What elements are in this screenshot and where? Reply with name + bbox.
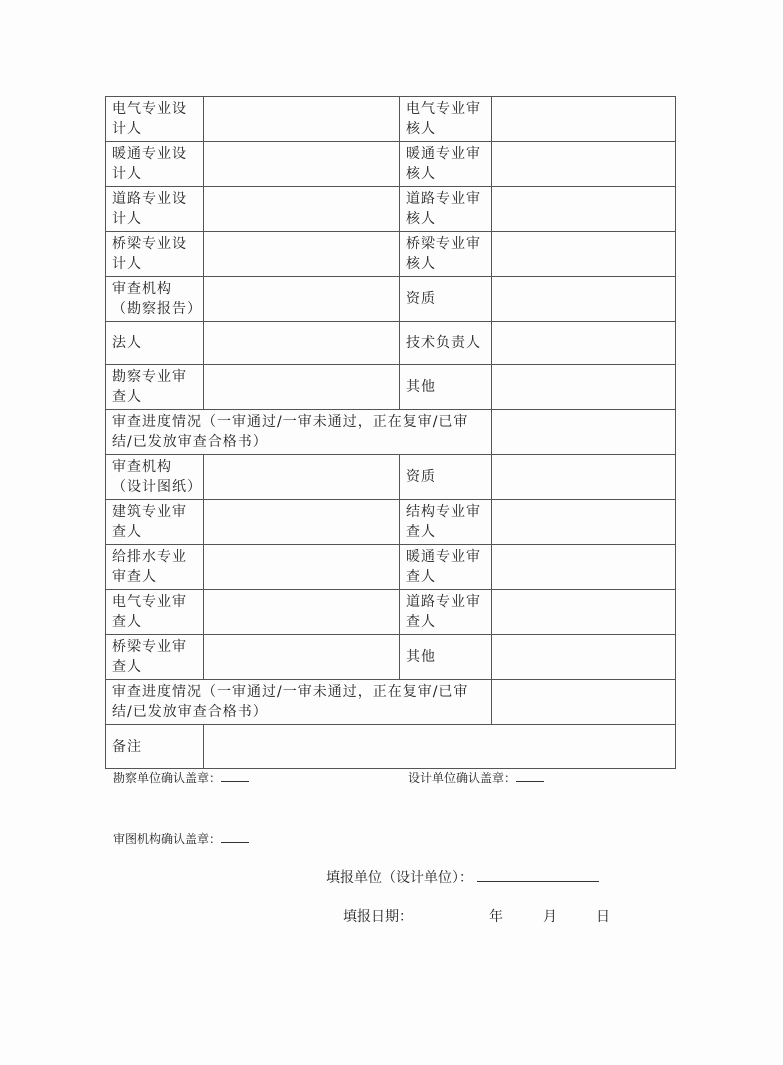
- field-label: 建筑专业审查人: [106, 500, 204, 545]
- field-label: 暖通专业设计人: [106, 142, 204, 187]
- field-label: 备注: [106, 725, 204, 769]
- field-label: 资质: [400, 277, 492, 322]
- field-value[interactable]: [204, 322, 400, 365]
- field-label: 电气专业审核人: [400, 97, 492, 142]
- field-value[interactable]: [204, 500, 400, 545]
- month-label: 月: [543, 909, 557, 925]
- field-value[interactable]: [204, 97, 400, 142]
- fill-unit-blank[interactable]: [477, 867, 599, 882]
- field-label: 道路专业审核人: [400, 187, 492, 232]
- field-label: 道路专业审查人: [400, 590, 492, 635]
- field-label: 暖通专业审查人: [400, 545, 492, 590]
- field-label: 给排水专业审查人: [106, 545, 204, 590]
- field-label: 审查机构（勘察报告）: [106, 277, 204, 322]
- field-value[interactable]: [492, 455, 676, 500]
- field-value[interactable]: [492, 545, 676, 590]
- review-info-table: [105, 96, 676, 769]
- survey-seal-line: [113, 769, 249, 786]
- table-row: [106, 277, 676, 322]
- field-label: 其他: [400, 365, 492, 410]
- table-row: [106, 232, 676, 277]
- review-info-table-body: [106, 97, 676, 769]
- field-value[interactable]: [204, 277, 400, 322]
- table-row: [106, 500, 676, 545]
- table-row: [106, 635, 676, 680]
- field-value[interactable]: [204, 635, 400, 680]
- field-label: 结构专业审查人: [400, 500, 492, 545]
- fill-unit-line: [326, 867, 599, 887]
- field-label: 勘察专业审查人: [106, 365, 204, 410]
- field-label: 桥梁专业审查人: [106, 635, 204, 680]
- fill-unit-label: 填报单位（设计单位）：: [326, 870, 473, 886]
- survey-seal-blank[interactable]: [221, 769, 249, 782]
- field-label: 桥梁专业设计人: [106, 232, 204, 277]
- field-value[interactable]: [204, 455, 400, 500]
- field-label: 审查进度情况（一审通过/一审未通过，正在复审/已审结/已发放审查合格书）: [106, 680, 492, 725]
- field-label: 电气专业审查人: [106, 590, 204, 635]
- year-label: 年: [489, 909, 503, 925]
- field-value[interactable]: [204, 590, 400, 635]
- field-label: 其他: [400, 635, 492, 680]
- field-label: 法人: [106, 322, 204, 365]
- field-label: 审查进度情况（一审通过/一审未通过，正在复审/已审结/已发放审查合格书）: [106, 410, 492, 455]
- field-value[interactable]: [492, 187, 676, 232]
- field-label: 资质: [400, 455, 492, 500]
- design-seal-label: 设计单位确认盖章：: [408, 771, 517, 785]
- field-value[interactable]: [492, 500, 676, 545]
- day-label: 日: [596, 909, 610, 925]
- table-row: [106, 97, 676, 142]
- fill-date-line: [343, 906, 413, 926]
- review-seal-blank[interactable]: [221, 830, 249, 843]
- field-value[interactable]: [204, 545, 400, 590]
- field-label: 审查机构（设计图纸）: [106, 455, 204, 500]
- survey-seal-label: 勘察单位确认盖章：: [113, 771, 222, 785]
- field-value[interactable]: [492, 142, 676, 187]
- table-row: [106, 725, 676, 769]
- field-value[interactable]: [204, 725, 676, 769]
- field-value[interactable]: [492, 635, 676, 680]
- table-row: [106, 455, 676, 500]
- field-value[interactable]: [492, 97, 676, 142]
- field-label: 技术负责人: [400, 322, 492, 365]
- table-row: [106, 187, 676, 232]
- field-value[interactable]: [492, 590, 676, 635]
- fill-date-label: 填报日期：: [343, 909, 413, 925]
- field-value[interactable]: [204, 232, 400, 277]
- table-row: [106, 365, 676, 410]
- field-value[interactable]: [492, 365, 676, 410]
- field-label: 暖通专业审核人: [400, 142, 492, 187]
- field-value[interactable]: [492, 322, 676, 365]
- field-value[interactable]: [204, 142, 400, 187]
- field-label: 道路专业设计人: [106, 187, 204, 232]
- field-value[interactable]: [492, 232, 676, 277]
- table-row: [106, 545, 676, 590]
- field-value[interactable]: [492, 680, 676, 725]
- table-row: [106, 142, 676, 187]
- review-seal-label: 审图机构确认盖章：: [113, 832, 222, 846]
- table-row: [106, 322, 676, 365]
- field-value[interactable]: [204, 365, 400, 410]
- field-value[interactable]: [204, 187, 400, 232]
- field-label: 电气专业设计人: [106, 97, 204, 142]
- table-row: [106, 410, 676, 455]
- review-seal-line: [113, 830, 249, 847]
- design-seal-blank[interactable]: [516, 769, 544, 782]
- field-label: 桥梁专业审核人: [400, 232, 492, 277]
- design-seal-line: [408, 769, 544, 786]
- field-value[interactable]: [492, 277, 676, 322]
- field-value[interactable]: [492, 410, 676, 455]
- table-row: [106, 680, 676, 725]
- table-row: [106, 590, 676, 635]
